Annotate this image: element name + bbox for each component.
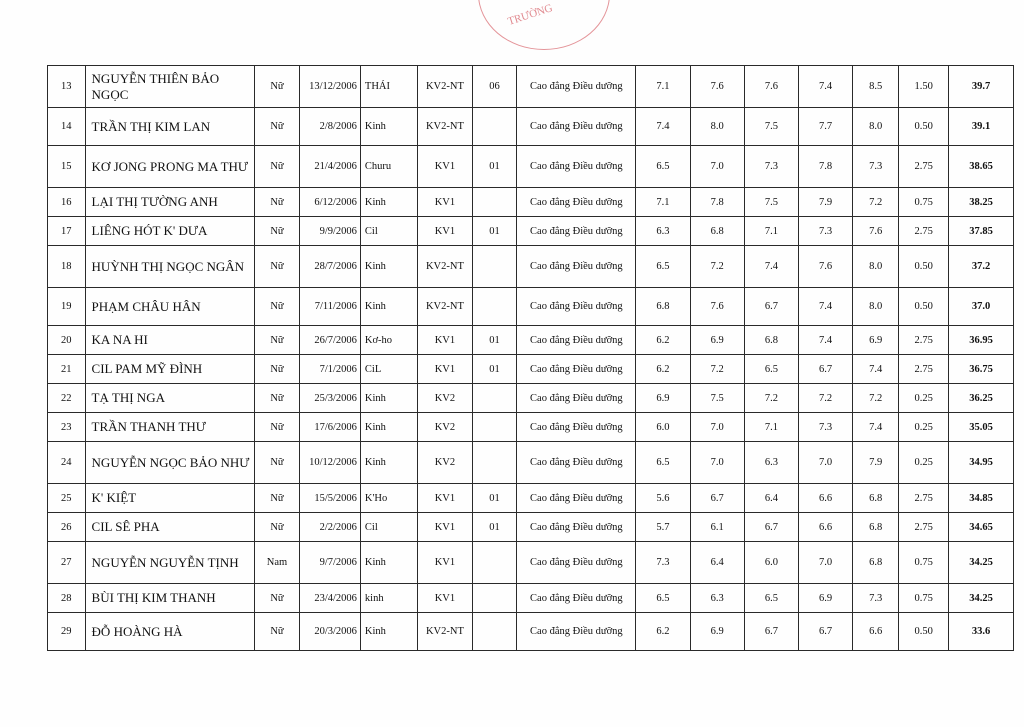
score-4-cell: 7.8 [799, 146, 853, 188]
score-4-cell: 6.9 [799, 584, 853, 613]
stt-cell: 22 [48, 384, 86, 413]
gender-cell: Nữ [254, 246, 300, 288]
stt-cell: 25 [48, 484, 86, 513]
ethnicity-cell: Kinh [360, 384, 417, 413]
priority-cell: 01 [472, 484, 517, 513]
student-name-cell: LIÊNG HÓT K' DƯA [85, 217, 254, 246]
score-4-cell: 6.6 [799, 513, 853, 542]
major-cell: Cao đẳng Điều dưỡng [517, 217, 636, 246]
area-cell: KV1 [418, 326, 472, 355]
score-4-cell: 6.6 [799, 484, 853, 513]
table-row [48, 108, 1014, 146]
score-2-cell: 6.9 [690, 326, 744, 355]
student-name-cell: NGUYỄN NGUYỄN TỊNH [85, 542, 254, 584]
score-3-cell: 6.3 [744, 442, 798, 484]
total-score-cell: 35.05 [949, 413, 1014, 442]
priority-cell [472, 613, 517, 651]
priority-cell: 06 [472, 66, 517, 108]
bonus-points-cell: 0.50 [899, 288, 949, 326]
bonus-points-cell: 1.50 [899, 66, 949, 108]
score-4-cell: 7.4 [799, 288, 853, 326]
major-cell: Cao đẳng Điều dưỡng [517, 355, 636, 384]
area-cell: KV1 [418, 217, 472, 246]
score-2-cell: 6.8 [690, 217, 744, 246]
major-cell: Cao đẳng Điều dưỡng [517, 326, 636, 355]
student-name-cell: NGUYỄN NGỌC BẢO NHƯ [85, 442, 254, 484]
ethnicity-cell: Churu [360, 146, 417, 188]
bonus-points-cell: 2.75 [899, 355, 949, 384]
student-name-cell: LẠI THỊ TƯỜNG ANH [85, 188, 254, 217]
priority-cell [472, 288, 517, 326]
area-cell: KV1 [418, 513, 472, 542]
date-of-birth-cell: 25/3/2006 [300, 384, 361, 413]
score-2-cell: 6.4 [690, 542, 744, 584]
bonus-points-cell: 0.50 [899, 246, 949, 288]
ethnicity-cell: K'Ho [360, 484, 417, 513]
total-score-cell: 37.2 [949, 246, 1014, 288]
total-score-cell: 33.6 [949, 613, 1014, 651]
date-of-birth-cell: 6/12/2006 [300, 188, 361, 217]
score-4-cell: 6.7 [799, 613, 853, 651]
ethnicity-cell: Kinh [360, 108, 417, 146]
score-5-cell: 7.6 [853, 217, 899, 246]
major-cell: Cao đẳng Điều dưỡng [517, 413, 636, 442]
score-1-cell: 6.5 [636, 146, 690, 188]
score-4-cell: 7.9 [799, 188, 853, 217]
student-name-cell: BÙI THỊ KIM THANH [85, 584, 254, 613]
score-3-cell: 7.4 [744, 246, 798, 288]
gender-cell: Nữ [254, 442, 300, 484]
area-cell: KV1 [418, 355, 472, 384]
total-score-cell: 37.85 [949, 217, 1014, 246]
stt-cell: 19 [48, 288, 86, 326]
student-name-cell: TRẦN THỊ KIM LAN [85, 108, 254, 146]
area-cell: KV2 [418, 413, 472, 442]
total-score-cell: 34.65 [949, 513, 1014, 542]
score-2-cell: 7.2 [690, 355, 744, 384]
table-row [48, 413, 1014, 442]
total-score-cell: 34.85 [949, 484, 1014, 513]
ethnicity-cell: Kơ-ho [360, 326, 417, 355]
score-4-cell: 7.3 [799, 413, 853, 442]
total-score-cell: 38.25 [949, 188, 1014, 217]
stt-cell: 23 [48, 413, 86, 442]
bonus-points-cell: 2.75 [899, 484, 949, 513]
ethnicity-cell: Kinh [360, 288, 417, 326]
score-5-cell: 7.4 [853, 355, 899, 384]
score-1-cell: 7.1 [636, 188, 690, 217]
score-2-cell: 7.5 [690, 384, 744, 413]
stt-cell: 21 [48, 355, 86, 384]
total-score-cell: 38.65 [949, 146, 1014, 188]
ethnicity-cell: Kinh [360, 442, 417, 484]
major-cell: Cao đẳng Điều dưỡng [517, 246, 636, 288]
gender-cell: Nữ [254, 355, 300, 384]
table-row [48, 613, 1014, 651]
score-4-cell: 7.0 [799, 542, 853, 584]
gender-cell: Nữ [254, 108, 300, 146]
score-5-cell: 6.8 [853, 542, 899, 584]
score-1-cell: 6.5 [636, 442, 690, 484]
table-row [48, 288, 1014, 326]
priority-cell [472, 542, 517, 584]
major-cell: Cao đẳng Điều dưỡng [517, 513, 636, 542]
red-seal-stamp [478, 0, 610, 50]
bonus-points-cell: 0.75 [899, 542, 949, 584]
gender-cell: Nữ [254, 384, 300, 413]
score-3-cell: 6.5 [744, 584, 798, 613]
score-5-cell: 7.3 [853, 584, 899, 613]
score-5-cell: 7.4 [853, 413, 899, 442]
table-row [48, 326, 1014, 355]
date-of-birth-cell: 21/4/2006 [300, 146, 361, 188]
ethnicity-cell: CiL [360, 355, 417, 384]
score-2-cell: 7.8 [690, 188, 744, 217]
student-name-cell: ĐỖ HOÀNG HÀ [85, 613, 254, 651]
date-of-birth-cell: 2/8/2006 [300, 108, 361, 146]
major-cell: Cao đẳng Điều dưỡng [517, 288, 636, 326]
priority-cell [472, 108, 517, 146]
stt-cell: 18 [48, 246, 86, 288]
student-name-cell: KA NA HI [85, 326, 254, 355]
student-name-cell: KƠ JONG PRONG MA THƯ [85, 146, 254, 188]
score-2-cell: 6.1 [690, 513, 744, 542]
student-name-cell: K' KIỆT [85, 484, 254, 513]
score-4-cell: 7.4 [799, 66, 853, 108]
score-2-cell: 7.0 [690, 442, 744, 484]
area-cell: KV2-NT [418, 108, 472, 146]
score-3-cell: 7.6 [744, 66, 798, 108]
priority-cell: 01 [472, 355, 517, 384]
stt-cell: 26 [48, 513, 86, 542]
area-cell: KV2-NT [418, 288, 472, 326]
gender-cell: Nữ [254, 146, 300, 188]
score-5-cell: 7.2 [853, 384, 899, 413]
score-1-cell: 6.2 [636, 355, 690, 384]
total-score-cell: 36.75 [949, 355, 1014, 384]
score-2-cell: 6.9 [690, 613, 744, 651]
date-of-birth-cell: 13/12/2006 [300, 66, 361, 108]
stt-cell: 13 [48, 66, 86, 108]
score-1-cell: 6.8 [636, 288, 690, 326]
total-score-cell: 39.1 [949, 108, 1014, 146]
student-name-cell: HUỲNH THỊ NGỌC NGÂN [85, 246, 254, 288]
area-cell: KV2-NT [418, 613, 472, 651]
table-row [48, 384, 1014, 413]
table-row [48, 442, 1014, 484]
date-of-birth-cell: 17/6/2006 [300, 413, 361, 442]
total-score-cell: 34.95 [949, 442, 1014, 484]
table-row [48, 355, 1014, 384]
score-1-cell: 5.7 [636, 513, 690, 542]
priority-cell: 01 [472, 146, 517, 188]
area-cell: KV2 [418, 384, 472, 413]
table-row [48, 484, 1014, 513]
score-5-cell: 8.5 [853, 66, 899, 108]
score-4-cell: 7.4 [799, 326, 853, 355]
score-2-cell: 8.0 [690, 108, 744, 146]
score-4-cell: 7.7 [799, 108, 853, 146]
score-3-cell: 6.0 [744, 542, 798, 584]
date-of-birth-cell: 7/11/2006 [300, 288, 361, 326]
score-5-cell: 8.0 [853, 288, 899, 326]
date-of-birth-cell: 9/7/2006 [300, 542, 361, 584]
ethnicity-cell: Kinh [360, 188, 417, 217]
score-4-cell: 7.0 [799, 442, 853, 484]
stt-cell: 16 [48, 188, 86, 217]
score-2-cell: 7.2 [690, 246, 744, 288]
score-5-cell: 7.9 [853, 442, 899, 484]
ethnicity-cell: THÁI [360, 66, 417, 108]
area-cell: KV1 [418, 542, 472, 584]
score-2-cell: 7.6 [690, 66, 744, 108]
priority-cell [472, 246, 517, 288]
score-2-cell: 7.6 [690, 288, 744, 326]
gender-cell: Nữ [254, 66, 300, 108]
score-1-cell: 7.1 [636, 66, 690, 108]
score-3-cell: 7.5 [744, 108, 798, 146]
major-cell: Cao đẳng Điều dưỡng [517, 542, 636, 584]
stt-cell: 28 [48, 584, 86, 613]
priority-cell [472, 384, 517, 413]
table-row [48, 584, 1014, 613]
bonus-points-cell: 0.25 [899, 384, 949, 413]
area-cell: KV1 [418, 484, 472, 513]
score-2-cell: 7.0 [690, 413, 744, 442]
score-4-cell: 7.3 [799, 217, 853, 246]
score-5-cell: 6.6 [853, 613, 899, 651]
priority-cell [472, 188, 517, 217]
date-of-birth-cell: 23/4/2006 [300, 584, 361, 613]
date-of-birth-cell: 2/2/2006 [300, 513, 361, 542]
ethnicity-cell: Kinh [360, 542, 417, 584]
area-cell: KV2-NT [418, 246, 472, 288]
priority-cell: 01 [472, 513, 517, 542]
stt-cell: 24 [48, 442, 86, 484]
gender-cell: Nữ [254, 613, 300, 651]
stt-cell: 20 [48, 326, 86, 355]
table-row [48, 66, 1014, 108]
bonus-points-cell: 2.75 [899, 217, 949, 246]
table-row [48, 246, 1014, 288]
priority-cell [472, 413, 517, 442]
ethnicity-cell: Cil [360, 513, 417, 542]
major-cell: Cao đẳng Điều dưỡng [517, 146, 636, 188]
student-name-cell: PHẠM CHÂU HÂN [85, 288, 254, 326]
major-cell: Cao đẳng Điều dưỡng [517, 584, 636, 613]
priority-cell: 01 [472, 326, 517, 355]
area-cell: KV1 [418, 188, 472, 217]
score-5-cell: 6.9 [853, 326, 899, 355]
score-3-cell: 6.7 [744, 288, 798, 326]
score-5-cell: 6.8 [853, 513, 899, 542]
score-1-cell: 6.2 [636, 326, 690, 355]
table-row [48, 146, 1014, 188]
score-4-cell: 6.7 [799, 355, 853, 384]
score-1-cell: 7.4 [636, 108, 690, 146]
bonus-points-cell: 0.50 [899, 108, 949, 146]
date-of-birth-cell: 20/3/2006 [300, 613, 361, 651]
bonus-points-cell: 0.25 [899, 442, 949, 484]
priority-cell: 01 [472, 217, 517, 246]
score-3-cell: 7.1 [744, 413, 798, 442]
score-4-cell: 7.6 [799, 246, 853, 288]
stt-cell: 15 [48, 146, 86, 188]
score-3-cell: 7.5 [744, 188, 798, 217]
major-cell: Cao đẳng Điều dưỡng [517, 484, 636, 513]
gender-cell: Nữ [254, 584, 300, 613]
score-3-cell: 6.4 [744, 484, 798, 513]
student-name-cell: CIL SÊ PHA [85, 513, 254, 542]
score-2-cell: 6.7 [690, 484, 744, 513]
total-score-cell: 34.25 [949, 542, 1014, 584]
gender-cell: Nữ [254, 188, 300, 217]
ethnicity-cell: Cil [360, 217, 417, 246]
score-1-cell: 6.9 [636, 384, 690, 413]
score-5-cell: 7.3 [853, 146, 899, 188]
bonus-points-cell: 0.75 [899, 584, 949, 613]
bonus-points-cell: 0.75 [899, 188, 949, 217]
stt-cell: 29 [48, 613, 86, 651]
total-score-cell: 37.0 [949, 288, 1014, 326]
date-of-birth-cell: 9/9/2006 [300, 217, 361, 246]
score-1-cell: 6.2 [636, 613, 690, 651]
bonus-points-cell: 2.75 [899, 513, 949, 542]
score-1-cell: 6.5 [636, 246, 690, 288]
gender-cell: Nữ [254, 217, 300, 246]
score-1-cell: 7.3 [636, 542, 690, 584]
priority-cell [472, 584, 517, 613]
table-row [48, 188, 1014, 217]
score-1-cell: 6.3 [636, 217, 690, 246]
date-of-birth-cell: 15/5/2006 [300, 484, 361, 513]
gender-cell: Nữ [254, 326, 300, 355]
score-3-cell: 7.3 [744, 146, 798, 188]
table-row [48, 217, 1014, 246]
table-row [48, 513, 1014, 542]
total-score-cell: 36.25 [949, 384, 1014, 413]
area-cell: KV2 [418, 442, 472, 484]
major-cell: Cao đẳng Điều dưỡng [517, 66, 636, 108]
date-of-birth-cell: 26/7/2006 [300, 326, 361, 355]
total-score-cell: 36.95 [949, 326, 1014, 355]
table-body [48, 66, 1014, 651]
score-3-cell: 6.5 [744, 355, 798, 384]
gender-cell: Nữ [254, 513, 300, 542]
major-cell: Cao đẳng Điều dưỡng [517, 613, 636, 651]
bonus-points-cell: 0.50 [899, 613, 949, 651]
score-3-cell: 7.2 [744, 384, 798, 413]
score-5-cell: 7.2 [853, 188, 899, 217]
score-5-cell: 8.0 [853, 246, 899, 288]
gender-cell: Nữ [254, 413, 300, 442]
score-3-cell: 6.7 [744, 613, 798, 651]
ethnicity-cell: kinh [360, 584, 417, 613]
score-5-cell: 6.8 [853, 484, 899, 513]
gender-cell: Nữ [254, 484, 300, 513]
score-2-cell: 6.3 [690, 584, 744, 613]
total-score-cell: 39.7 [949, 66, 1014, 108]
priority-cell [472, 442, 517, 484]
stt-cell: 17 [48, 217, 86, 246]
stamp-text: TRƯỜNG [506, 2, 555, 28]
date-of-birth-cell: 10/12/2006 [300, 442, 361, 484]
student-name-cell: CIL PAM MỸ ĐÌNH [85, 355, 254, 384]
bonus-points-cell: 2.75 [899, 326, 949, 355]
student-name-cell: TẠ THỊ NGA [85, 384, 254, 413]
score-5-cell: 8.0 [853, 108, 899, 146]
stt-cell: 14 [48, 108, 86, 146]
ethnicity-cell: Kinh [360, 613, 417, 651]
ethnicity-cell: Kinh [360, 246, 417, 288]
date-of-birth-cell: 7/1/2006 [300, 355, 361, 384]
gender-cell: Nam [254, 542, 300, 584]
major-cell: Cao đẳng Điều dưỡng [517, 188, 636, 217]
table-row [48, 542, 1014, 584]
area-cell: KV1 [418, 584, 472, 613]
score-3-cell: 6.8 [744, 326, 798, 355]
area-cell: KV2-NT [418, 66, 472, 108]
score-4-cell: 7.2 [799, 384, 853, 413]
score-1-cell: 6.5 [636, 584, 690, 613]
major-cell: Cao đẳng Điều dưỡng [517, 384, 636, 413]
area-cell: KV1 [418, 146, 472, 188]
ethnicity-cell: Kinh [360, 413, 417, 442]
bonus-points-cell: 2.75 [899, 146, 949, 188]
stt-cell: 27 [48, 542, 86, 584]
bonus-points-cell: 0.25 [899, 413, 949, 442]
total-score-cell: 34.25 [949, 584, 1014, 613]
score-2-cell: 7.0 [690, 146, 744, 188]
score-3-cell: 6.7 [744, 513, 798, 542]
student-name-cell: TRẦN THANH THƯ [85, 413, 254, 442]
major-cell: Cao đẳng Điều dưỡng [517, 108, 636, 146]
gender-cell: Nữ [254, 288, 300, 326]
date-of-birth-cell: 28/7/2006 [300, 246, 361, 288]
student-name-cell: NGUYỄN THIÊN BẢO NGỌC [85, 66, 254, 108]
score-1-cell: 6.0 [636, 413, 690, 442]
score-1-cell: 5.6 [636, 484, 690, 513]
admission-results-table [47, 65, 1014, 651]
major-cell: Cao đẳng Điều dưỡng [517, 442, 636, 484]
score-3-cell: 7.1 [744, 217, 798, 246]
